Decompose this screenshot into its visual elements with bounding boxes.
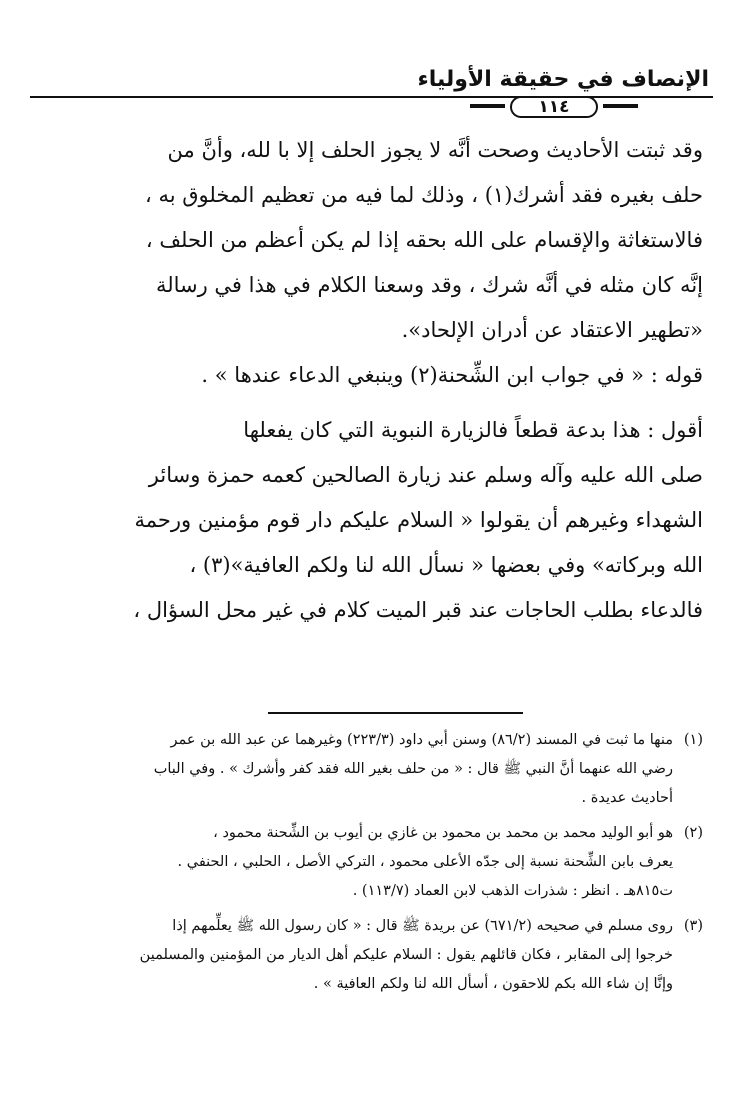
footnote-1	[38, 726, 703, 813]
footnote-line: يعرف بابن الشِّحنة نسبة إلى جدّه الأعلى محمود ، التركي الأصل ، الحلبي ، الحنفي .	[177, 854, 673, 870]
ornament-line-left	[470, 104, 505, 108]
text-line: فالدعاء بطلب الحاجات عند قبر الميت كلام في غير محل السؤال ،	[133, 598, 703, 622]
footnote-line: أحاديث عديدة .	[581, 790, 673, 806]
footnote-line: منها ما ثبت في المسند (٨٦/٢) وسنن أبي داود (٢٢٣/٣) وغيرهما عن عبد الله بن عمر	[170, 732, 673, 748]
footnote-line: رضي الله عنهما أنَّ النبي ﷺ قال : « من حلف بغير الله فقد كفر وأشرك » . وفي الباب	[153, 761, 673, 777]
footnote-separator	[268, 712, 523, 714]
footnote-text	[38, 819, 673, 906]
footnote-number: (٣)	[683, 918, 703, 934]
text-line: إنَّه كان مثله في أنَّه شرك ، وقد وسعنا الكلام في هذا في رسالة	[155, 273, 703, 297]
footnotes	[38, 726, 703, 999]
footnote-text	[38, 726, 673, 813]
text-line: الله وبركاته» وفي بعضها « نسأل الله لنا ولكم العافية»(٣) ،	[189, 553, 703, 577]
text-line: وقد ثبتت الأحاديث وصحت أنَّه لا يجوز الحلف إلا با لله، وأنَّ من	[167, 138, 703, 162]
footnote-line: روى مسلم في صحيحه (٦٧١/٢) عن بريدة ﷺ قال : « كان رسول الله ﷺ يعلِّمهم إذا	[172, 918, 673, 934]
footnote-2	[38, 819, 703, 906]
text-line: أقول : هذا بدعة قطعاً فالزيارة النبوية التي كان يفعلها	[243, 418, 703, 442]
footnote-line: وإنَّا إن شاء الله بكم للاحقون ، أسأل الله لنا ولكم العافية » .	[313, 976, 673, 992]
footnote-3	[38, 912, 703, 999]
footnote-line: خرجوا إلى المقابر ، فكان قائلهم يقول : السلام عليكم أهل الديار من المؤمنين والمسلمين	[139, 947, 673, 963]
main-text	[38, 128, 703, 633]
page-number: ١١٤	[510, 96, 598, 118]
text-line: صلى الله عليه وآله وسلم عند زيارة الصالحين كعمه حمزة وسائر	[148, 463, 703, 487]
footnote-line: هو أبو الوليد محمد بن محمد بن محمود بن غازي بن أيوب بن الشِّحنة محمود ،	[213, 825, 673, 841]
footnote-text	[38, 912, 673, 999]
running-header	[30, 62, 713, 98]
footnote-number: (١)	[683, 732, 703, 748]
ornament-line-right	[603, 104, 638, 108]
footnote-number: (٢)	[683, 825, 703, 841]
footnote-line: ت٨١٥هـ . انظر : شذرات الذهب لابن العماد (١١٣/٧) .	[352, 883, 673, 899]
text-line: «تطهير الاعتقاد عن أدران الإلحاد».	[401, 318, 703, 342]
text-line: فالاستغاثة والإقسام على الله بحقه إذا لم يكن أعظم من الحلف ،	[145, 228, 703, 252]
text-line: قوله : « في جواب ابن الشِّحنة(٢) وينبغي الدعاء عندها » .	[201, 363, 703, 387]
text-line: الشهداء وغيرهم أن يقولوا « السلام عليكم دار قوم مؤمنين ورحمة	[134, 508, 703, 532]
text-line: حلف بغيره فقد أشرك(١) ، وذلك لما فيه من تعظيم المخلوق به ،	[145, 183, 703, 207]
book-title: الإنصاف في حقيقة الأولياء	[417, 67, 709, 92]
page-number-ornament	[470, 96, 638, 116]
